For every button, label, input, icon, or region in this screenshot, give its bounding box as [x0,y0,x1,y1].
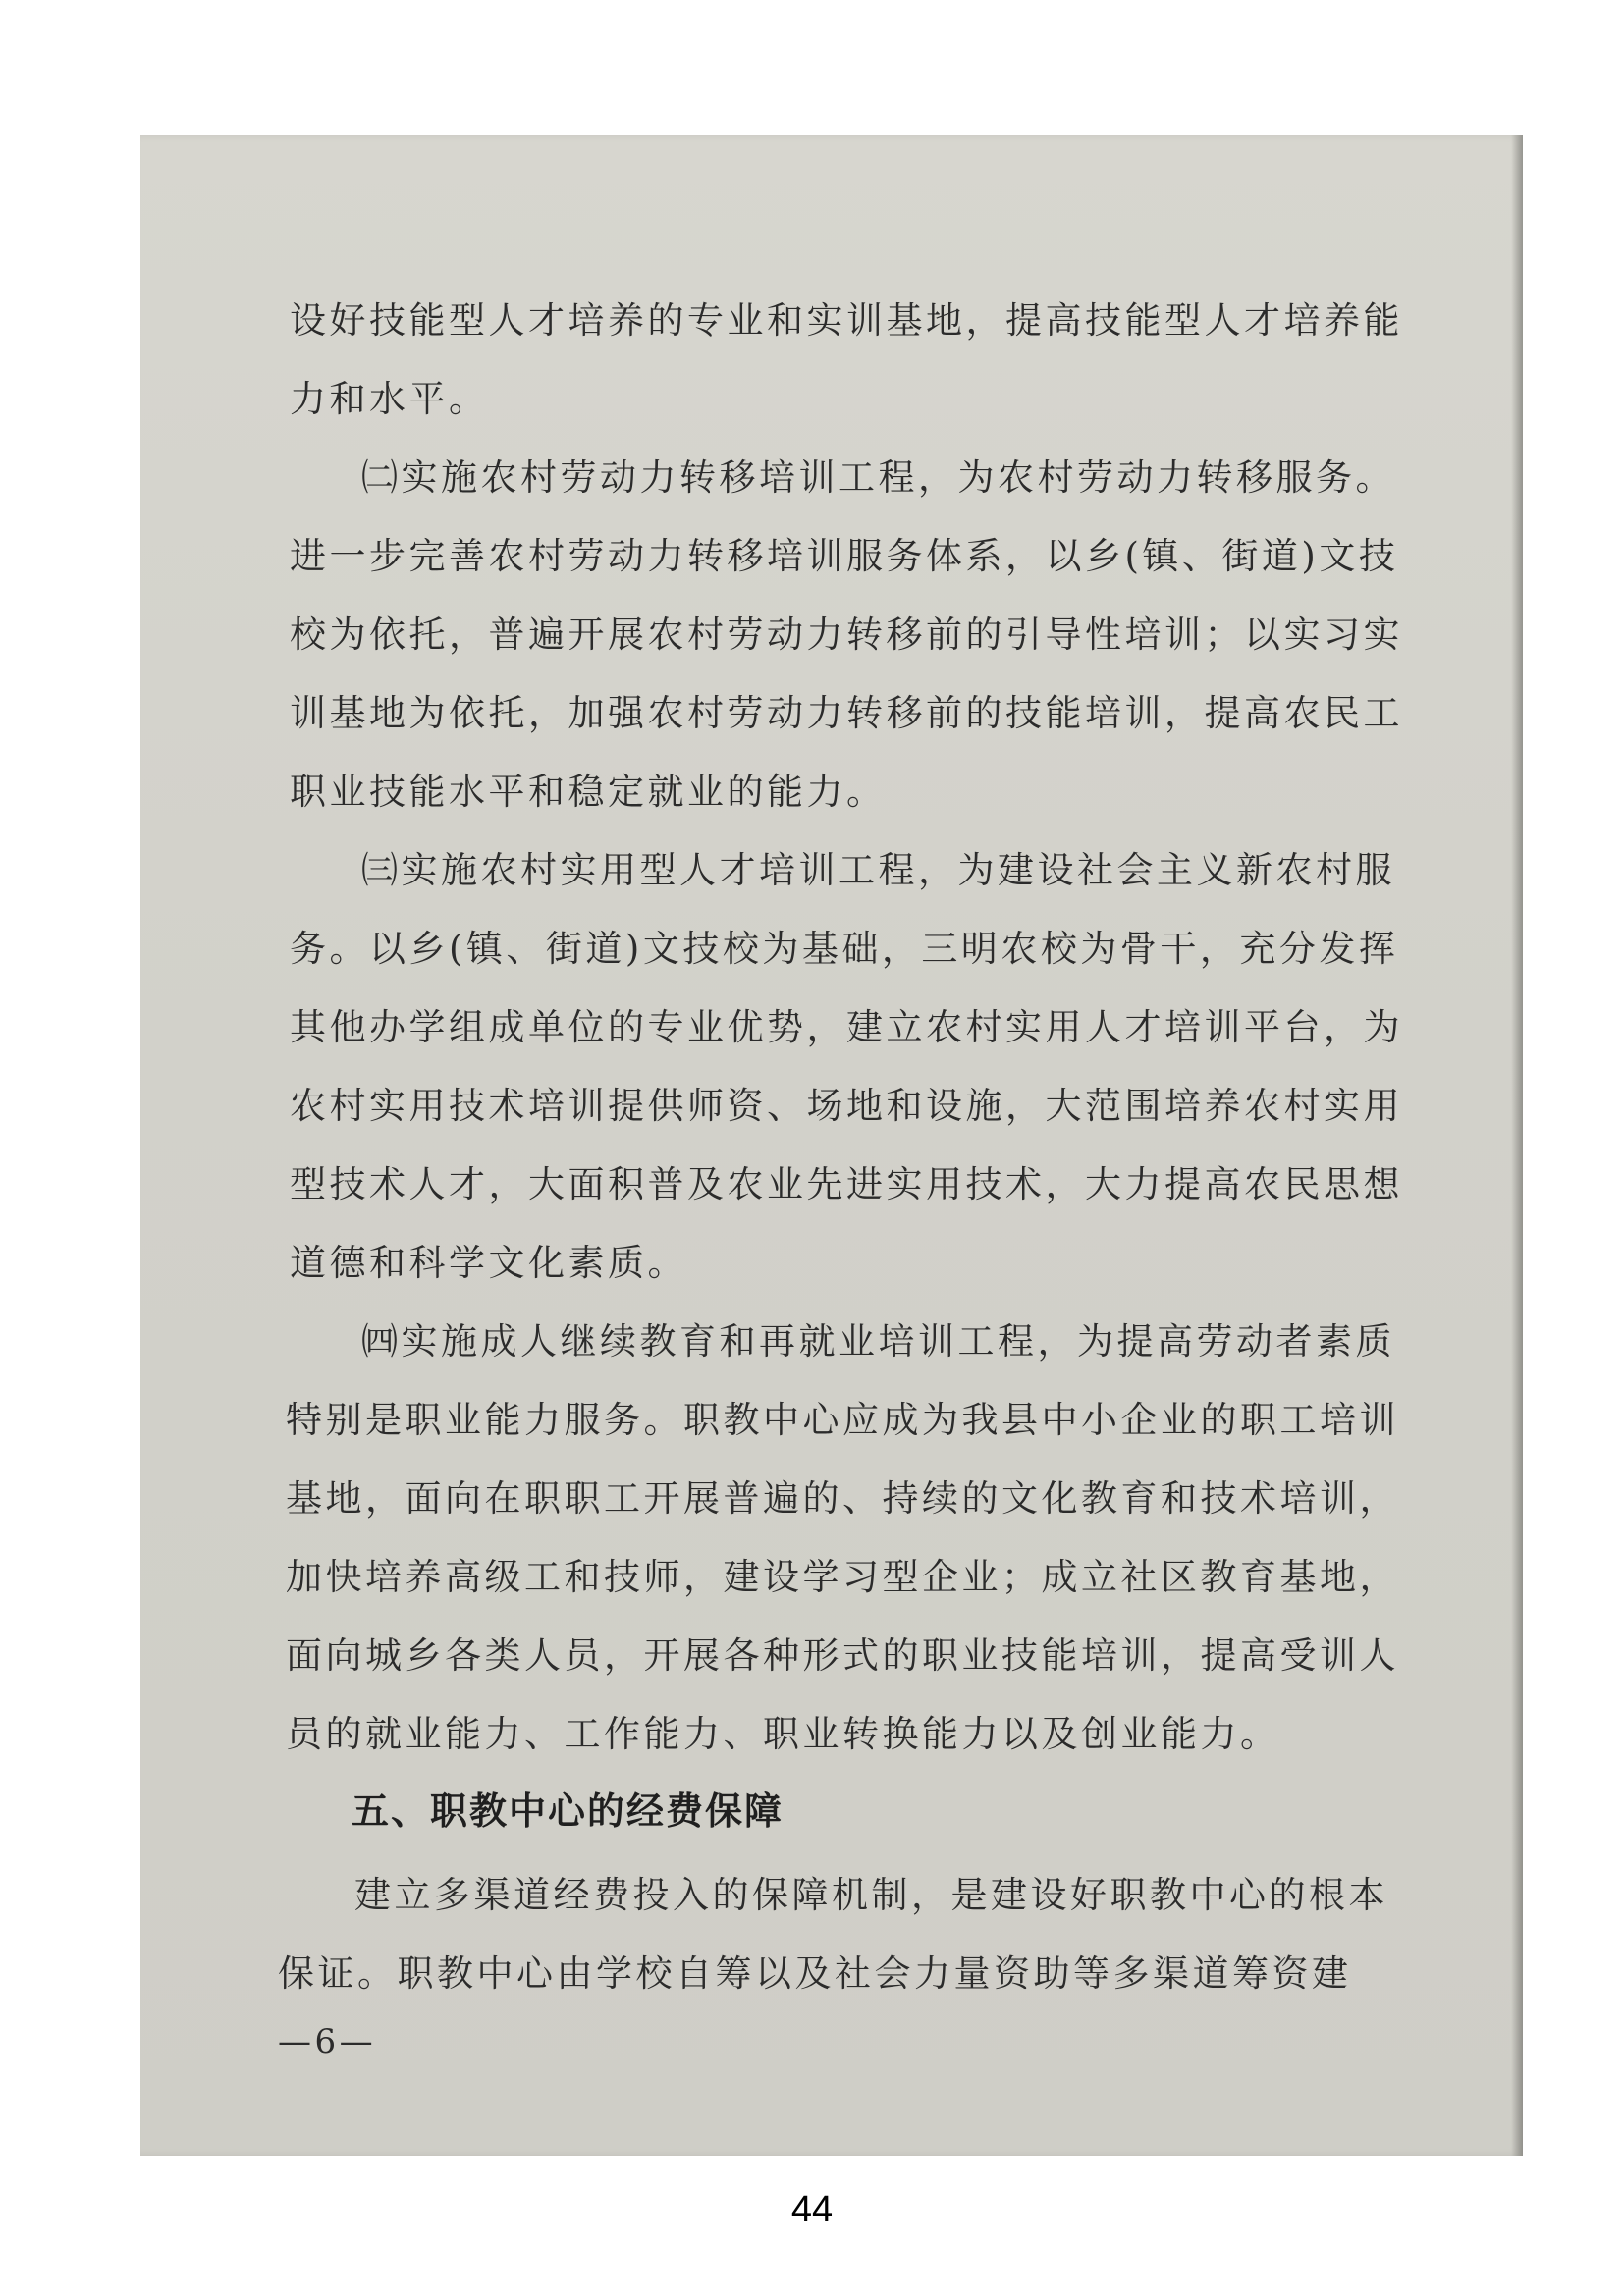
text-line: 训基地为依托，加强农村劳动力转移前的技能培训，提高农民工 [290,692,1403,734]
text-line: 务。以乡(镇、街道)文技校为基础，三明农校为骨干，充分发挥 [290,928,1399,970]
text-line: 校为依托，普遍开展农村劳动力转移前的引导性培训；以实习实 [290,614,1403,656]
text-line: 建立多渠道经费投入的保障机制，是建设好职教中心的根本 [354,1874,1388,1916]
text-line: 力和水平。 [290,378,489,420]
text-line: 型技术人才，大面积普及农业先进实用技术，大力提高农民思想 [290,1163,1403,1205]
text-line: 其他办学组成单位的专业优势，建立农村实用人才培训平台，为 [290,1006,1403,1048]
page-number: 44 [790,2189,834,2230]
text-line: ㈢实施农村实用型人才培训工程，为建设社会主义新农村服 [361,849,1395,891]
text-line: 设好技能型人才培养的专业和实训基地，提高技能型人才培养能 [290,299,1403,342]
text-line: 基地，面向在职职工开展普遍的、持续的文化教育和技术培训， [286,1477,1399,1520]
text-line: ㈡实施农村劳动力转移培训工程，为农村劳动力转移服务。 [361,456,1395,499]
text-line: 进一步完善农村劳动力转移培训服务体系，以乡(镇、街道)文技 [290,535,1399,577]
section-heading: 五、职教中心的经费保障 [352,1789,785,1833]
text-line: ㈣实施成人继续教育和再就业培训工程，为提高劳动者素质 [361,1320,1395,1362]
text-line: 农村实用技术培训提供师资、场地和设施，大范围培养农村实用 [290,1085,1403,1127]
printed-folio: —6— [278,2022,377,2061]
text-line: 特别是职业能力服务。职教中心应成为我县中小企业的职工培训 [286,1399,1399,1441]
text-line: 加快培养高级工和技师，建设学习型企业；成立社区教育基地， [286,1556,1399,1598]
scanned-page-photo [140,135,1523,2156]
text-line: 职业技能水平和稳定就业的能力。 [290,771,887,813]
text-line: 员的就业能力、工作能力、职业转换能力以及创业能力。 [286,1713,1280,1755]
body-text [140,135,1523,2156]
text-line: 道德和科学文化素质。 [290,1242,687,1284]
text-line: 面向城乡各类人员，开展各种形式的职业技能培训，提高受训人 [286,1634,1399,1677]
text-line: 保证。职教中心由学校自筹以及社会力量资助等多渠道筹资建 [278,1952,1352,1995]
